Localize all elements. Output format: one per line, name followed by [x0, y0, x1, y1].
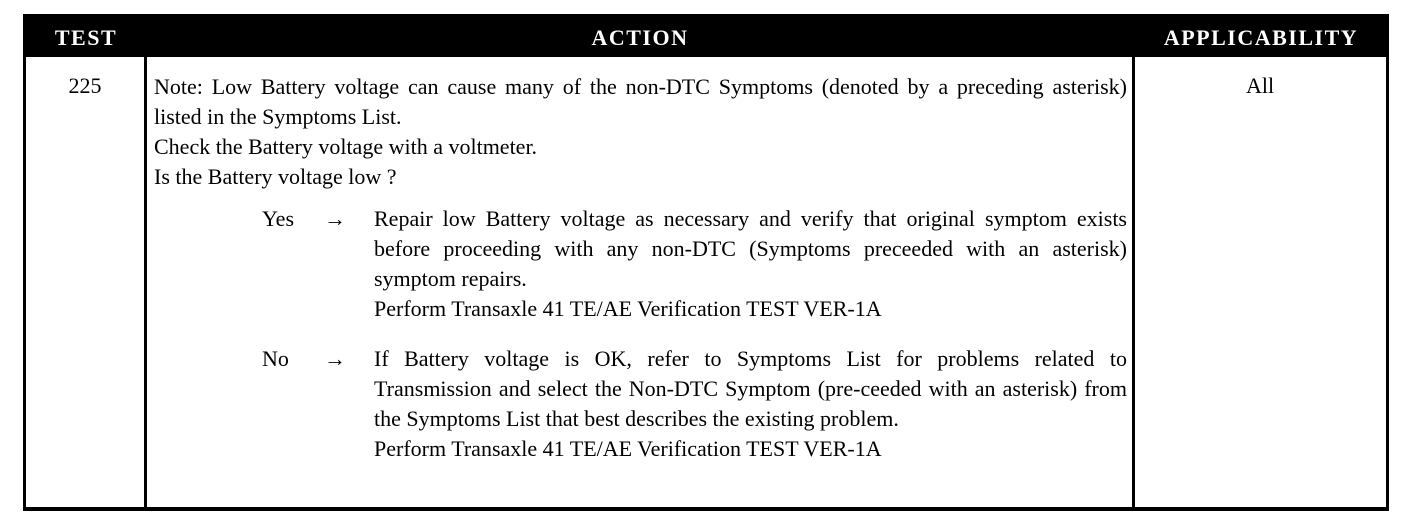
- no-label: No: [262, 346, 289, 371]
- action-cell: [154, 72, 1127, 461]
- battery-note: Note: Low Battery voltage can cause many of the non-DTC Symptoms (denoted by a preceding asterisk) listed in the Symptoms List.: [154, 74, 1127, 129]
- action-intro: [154, 72, 1127, 192]
- yes-label: Yes: [262, 206, 295, 231]
- test-question: Is the Battery voltage low ?: [154, 164, 397, 189]
- applicability-value: All: [1245, 73, 1275, 98]
- header-test: TEST: [54, 25, 118, 50]
- no-result: [374, 344, 1127, 464]
- column-divider: [1132, 57, 1135, 507]
- diagnostic-test-table: [23, 14, 1389, 511]
- yes-text: Repair low Battery voltage as necessary and verify that original symptom exists before proceeding with any non-DTC (Symptoms preceeded with an asterisk) symptom repairs.: [374, 206, 1127, 291]
- yes-result: [374, 204, 1127, 324]
- check-instruction: Check the Battery voltage with a voltmeter.: [154, 134, 538, 159]
- yes-perform: Perform Transaxle 41 TE/AE Verification TEST VER-1A: [374, 296, 882, 321]
- table-header: [26, 17, 1386, 57]
- right-arrow-icon: →: [324, 346, 346, 371]
- header-applicability: APPLICABILITY: [1163, 25, 1359, 50]
- header-action: ACTION: [591, 25, 689, 50]
- right-arrow-icon: →: [324, 206, 346, 231]
- no-perform: Perform Transaxle 41 TE/AE Verification TEST VER-1A: [374, 436, 882, 461]
- test-number: 225: [68, 73, 102, 98]
- no-text: If Battery voltage is OK, refer to Symptoms List for problems related to Transmission and select the Non-DTC Symptom (pre-ceeded with an asterisk) from the Symptoms List that best describes the existing problem.: [374, 346, 1127, 431]
- column-divider: [144, 57, 147, 507]
